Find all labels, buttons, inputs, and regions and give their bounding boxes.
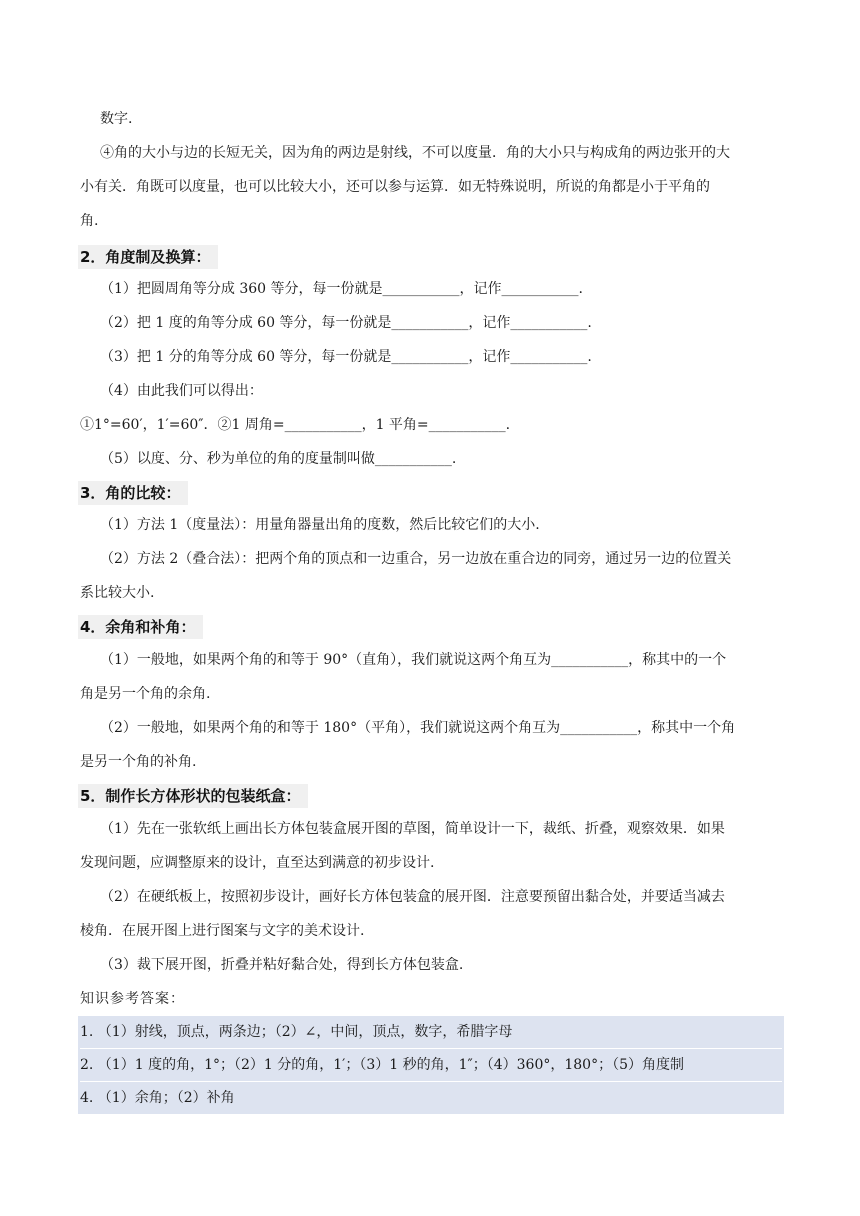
paragraph-line: （2）在硬纸板上，按照初步设计，画好长方体包装盒的展开图．注意要预留出黏合处，并要适当减去	[100, 889, 725, 905]
paragraph-line: （4）由此我们可以得出：	[100, 383, 263, 399]
answers-title: 知识参考答案：	[80, 991, 185, 1007]
paragraph-line: 角是另一个角的余角.	[80, 686, 211, 702]
paragraph-line: （1）一般地，如果两个角的和等于 90°（直角），我们就说这两个角互为___________，称其中的一个	[100, 652, 727, 668]
section-heading-packaging-box: 5．制作长方体形状的包装纸盒：	[78, 784, 308, 808]
answer-row: 2. （1）1 度的角，1°；（2）1 分的角，1′；（3）1 秒的角，1″；（4）360°，180°；（5）角度制	[80, 1049, 782, 1082]
paragraph-line: 小有关．角既可以度量，也可以比较大小，还可以参与运算．如无特殊说明，所说的角都是小于平角的	[80, 179, 710, 195]
paragraph-line: 棱角．在展开图上进行图案与文字的美术设计.	[80, 923, 365, 939]
paragraph-line: 是另一个角的补角.	[80, 754, 197, 770]
paragraph-line: ④角的大小与边的长短无关，因为角的两边是射线，不可以度量．角的大小只与构成角的两边张开的大	[100, 145, 730, 161]
paragraph-line: （2）把 1 度的角等分成 60 等分，每一份就是___________，记作___________.	[100, 315, 592, 331]
paragraph-line: （1）把圆周角等分成 360 等分，每一份就是___________，记作___________.	[100, 281, 583, 297]
paragraph-line: 角.	[80, 213, 99, 229]
paragraph-line: （3）裁下展开图，折叠并粘好黏合处，得到长方体包装盒.	[100, 957, 464, 973]
paragraph-line: （1）方法 1（度量法）：用量角器量出角的度数，然后比较它们的大小.	[100, 517, 540, 533]
paragraph-line: 数字.	[100, 111, 133, 127]
paragraph-line: （3）把 1 分的角等分成 60 等分，每一份就是___________，记作___________.	[100, 349, 592, 365]
section-heading-angle-comparison: 3．角的比较：	[78, 481, 188, 505]
paragraph-line: ①1°=60′，1′=60″．②1 周角=___________，1 平角=___________.	[80, 417, 511, 433]
answer-row: 1. （1）射线，顶点，两条边；（2）∠，中间，顶点，数字，希腊字母	[80, 1016, 782, 1049]
paragraph-line: （2）方法 2（叠合法）：把两个角的顶点和一边重合，另一边放在重合边的同旁，通过另一边的位置关	[100, 551, 732, 567]
paragraph-line: （5）以度、分、秒为单位的角的度量制叫做___________.	[100, 451, 457, 467]
paragraph-line: 系比较大小.	[80, 585, 155, 601]
section-heading-complementary-supplementary: 4．余角和补角：	[78, 615, 203, 639]
answer-row: 4. （1）余角；（2）补角	[80, 1090, 235, 1106]
paragraph-line: 发现问题，应调整原来的设计，直至达到满意的初步设计.	[80, 855, 435, 871]
section-heading-angle-system: 2．角度制及换算：	[78, 245, 218, 269]
paragraph-line: （1）先在一张软纸上画出长方体包装盒展开图的草图，简单设计一下，裁纸、折叠，观察效果．如果	[100, 821, 725, 837]
paragraph-line: （2）一般地，如果两个角的和等于 180°（平角），我们就说这两个角互为___________，称其中一个角	[100, 720, 736, 736]
